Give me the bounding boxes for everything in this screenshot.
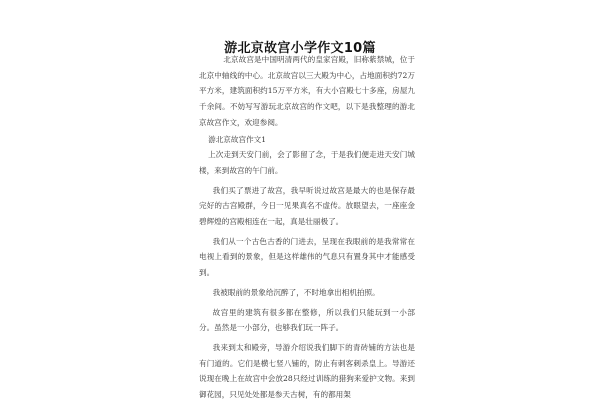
body-paragraph: 我们从一个古色古香的门进去，呈现在我眼前的是我常常在电视上看到的景象，但是这样雄伟的气息只有置身其中才能感受到。 xyxy=(199,236,415,278)
intro-paragraph: 北京故宫是中国明清两代的皇家宫殿，旧称紫禁城，位于北京中轴线的中心。北京故宫以三大殿为中心，占地面积约72万平方米，建筑面积约15万平方米，有大小宫殿七十多座，房屋九千余间。不妨写写游玩北京故宫的作文吧，以下是我整理的游北京故宫作文，欢迎参阅。 xyxy=(199,55,415,127)
document-body xyxy=(199,52,415,400)
body-paragraph: 上次走到天安门前，会了影留了念，于是我们便走进天安门城楼，来到故宫的午门前。 xyxy=(199,150,415,175)
document-title: 游北京故宫小学作文10篇 xyxy=(224,41,376,56)
body-paragraph: 我被眼前的景象给沉醉了，不时地拿出相机拍照。 xyxy=(212,287,380,297)
essay-subheading: 游北京故宫作文1 xyxy=(208,134,267,144)
body-paragraph: 我来到太和殿旁，导游介绍说我们脚下的青砖铺的方法也是有门道的。它们是横七竖八铺的，防止有刺客刺杀皇上。导游还说现在晚上在故宫中会放28只经过训练的猎狗来爱护文物。来到御花园，只见处处都是参天古树，有的都用架 xyxy=(199,342,415,400)
body-paragraph: 故宫里的建筑有很多都在整修，所以我们只能玩到一小部分。虽然是一小部分，也够我们玩一阵子。 xyxy=(199,307,415,333)
body-paragraph: 我们买了票进了故宫，我早听说过故宫是最大的也是保存最完好的古宫殿群，今日一见果真名不虚传。放眼望去，一座座金碧辉煌的宫殿相连在一起，真是壮丽极了。 xyxy=(199,185,415,227)
